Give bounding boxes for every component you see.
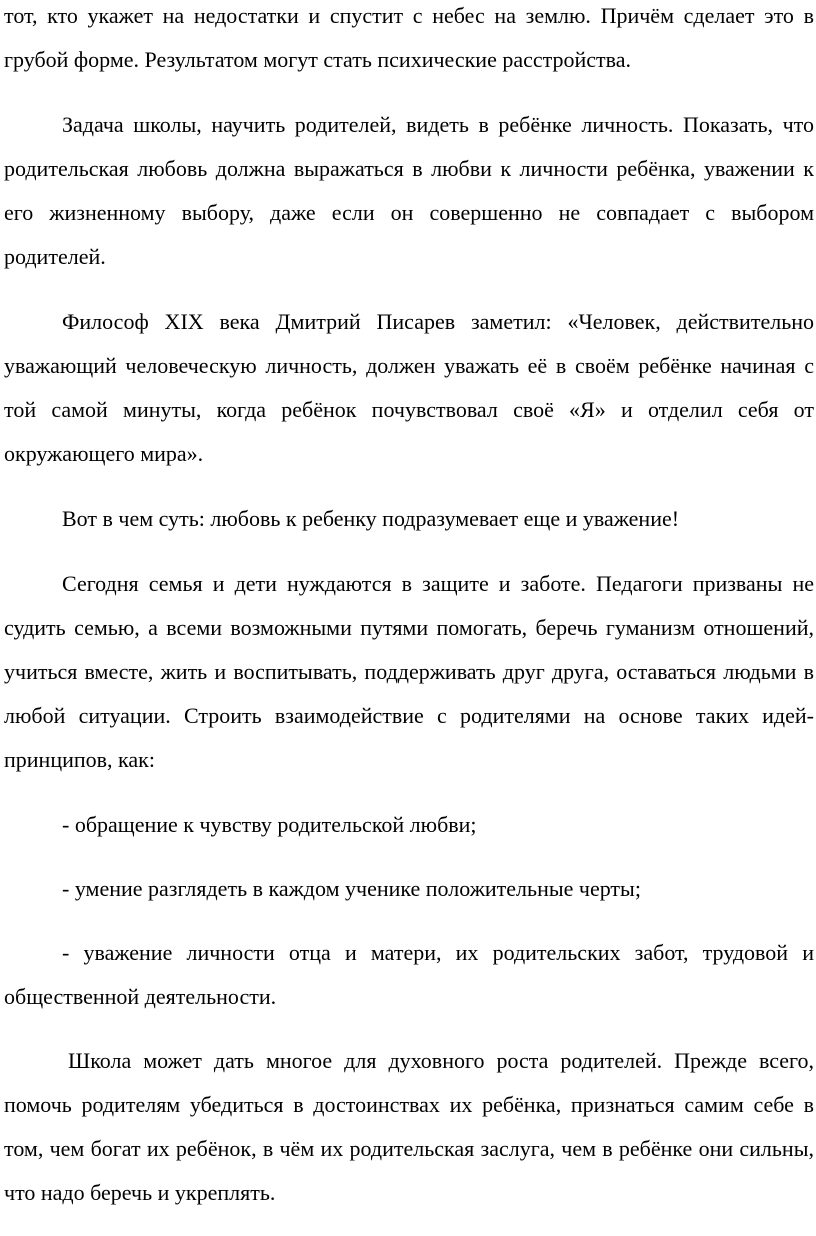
paragraph-school-growth: Школа может дать многое для духовного роста родителей. Прежде всего, помочь родителям убедиться в достоинствах их ребёнка, признаться самим себе в том, чем богат их ребёнок, в чём их родительская заслуга, чем в ребёнке они сильны, что надо беречь и укреплять.: [4, 1048, 814, 1205]
paragraph-pisarev-quote: Философ XIX века Дмитрий Писарев заметил: «Человек, действительно уважающий человеческую личность, должен уважать её в своём ребёнке начиная с той самой минуты, когда ребёнок почувствовал своё «Я» и отделил себя от окружающего мира».: [4, 309, 814, 466]
paragraph-school-task: Задача школы, научить родителей, видеть в ребёнке личность. Показать, что родительская любовь должна выражаться в любви к личности ребёнка, уважении к его жизненному выбору, даже если он совершенно не совпадает с выбором родителей.: [4, 112, 814, 269]
list-item-respect-parents: - уважение личности отца и матери, их родительских забот, трудовой и общественной деятельности.: [4, 940, 814, 1009]
list-item-positive-traits: - умение разглядеть в каждом ученике положительные черты;: [62, 876, 641, 901]
document-page: [4, 0, 814, 1236]
paragraph-essence: Вот в чем суть: любовь к ребенку подразумевает еще и уважение!: [62, 506, 680, 531]
paragraph-family-protection: Сегодня семья и дети нуждаются в защите и заботе. Педагоги призваны не судить семью, а всеми возможными путями помогать, беречь гуманизм отношений, учиться вместе, жить и воспитывать, поддерживать друг друга, оставаться людьми в любой ситуации. Строить взаимодействие с родителями на основе таких идей-принципов, как:: [4, 571, 814, 772]
list-item-parental-love: - обращение к чувству родительской любви;: [62, 812, 477, 837]
paragraph-continuation: тот, кто укажет на недостатки и спустит с небес на землю. Причём сделает это в грубой форме. Результатом могут стать психические расстройства.: [4, 3, 814, 72]
